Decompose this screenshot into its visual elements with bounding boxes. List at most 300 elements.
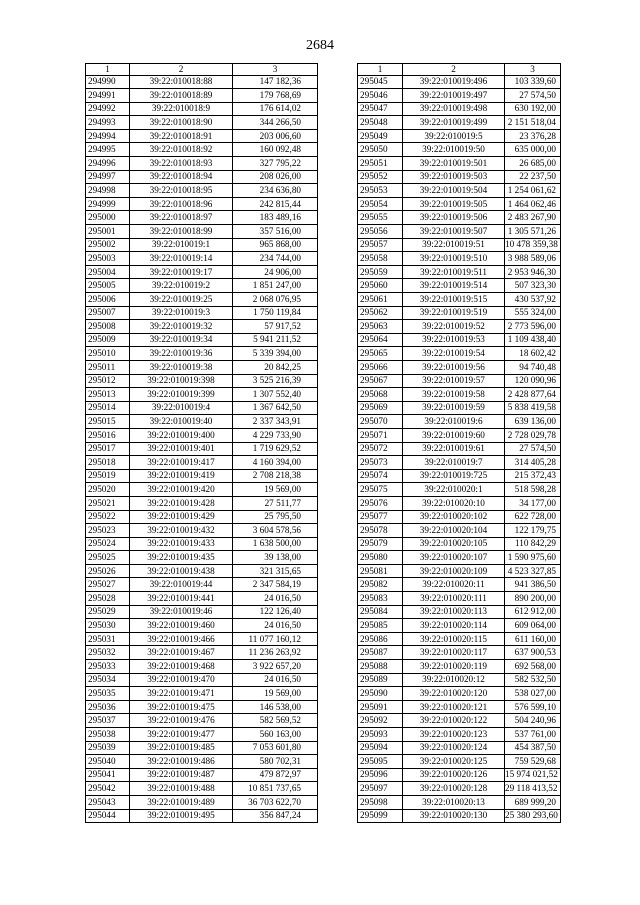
cadastral-number-cell: 39:22:010019:467 — [130, 646, 233, 660]
table-row — [358, 279, 561, 293]
table-row — [86, 374, 318, 388]
cadastral-number-cell: 39:22:010018:88 — [130, 75, 233, 89]
cadastral-number-cell: 39:22:010019:54 — [403, 347, 505, 361]
value-cell: 19 569,00 — [233, 483, 318, 497]
table-row — [86, 388, 318, 402]
table-row — [86, 456, 318, 470]
cadastral-number-cell: 39:22:010019:519 — [403, 306, 505, 320]
row-number-cell: 295096 — [358, 768, 403, 782]
table-row — [86, 102, 318, 116]
row-number-cell: 295097 — [358, 782, 403, 796]
value-cell: 430 537,92 — [505, 293, 561, 307]
value-cell: 25 795,50 — [233, 510, 318, 524]
table-row — [86, 265, 318, 279]
cadastral-number-cell: 39:22:010020:120 — [403, 687, 505, 701]
cadastral-number-cell: 39:22:010019:429 — [130, 510, 233, 524]
row-number-cell: 295067 — [358, 374, 403, 388]
table-row — [86, 741, 318, 755]
row-number-cell: 295065 — [358, 347, 403, 361]
value-cell: 637 900,53 — [505, 646, 561, 660]
table-row — [358, 157, 561, 171]
cadastral-number-cell: 39:22:010019:515 — [403, 293, 505, 307]
column-header: 1 — [86, 64, 130, 76]
table-row — [358, 564, 561, 578]
value-cell: 1 109 438,40 — [505, 333, 561, 347]
row-number-cell: 295093 — [358, 728, 403, 742]
value-cell: 576 599,10 — [505, 700, 561, 714]
table-row — [358, 374, 561, 388]
table-row — [86, 442, 318, 456]
cadastral-number-cell: 39:22:010019:486 — [130, 755, 233, 769]
value-cell: 3 988 589,06 — [505, 252, 561, 266]
table-row — [358, 116, 561, 130]
cadastral-number-cell: 39:22:010019:417 — [130, 456, 233, 470]
cadastral-number-cell: 39:22:010020:104 — [403, 524, 505, 538]
table-row — [86, 170, 318, 184]
table-row — [358, 388, 561, 402]
value-cell: 36 703 622,70 — [233, 795, 318, 809]
table-row — [358, 211, 561, 225]
table-row — [86, 401, 318, 415]
table-row — [358, 741, 561, 755]
cadastral-number-cell: 39:22:010019:419 — [130, 469, 233, 483]
cadastral-number-cell: 39:22:010020:128 — [403, 782, 505, 796]
row-number-cell: 295077 — [358, 510, 403, 524]
cadastral-number-cell: 39:22:010018:94 — [130, 170, 233, 184]
table-row — [358, 673, 561, 687]
table-row — [86, 592, 318, 606]
row-number-cell: 295042 — [86, 782, 130, 796]
value-cell: 57 917,52 — [233, 320, 318, 334]
cadastral-number-cell: 39:22:010020:126 — [403, 768, 505, 782]
row-number-cell: 294993 — [86, 116, 130, 130]
cadastral-number-cell: 39:22:010019:498 — [403, 102, 505, 116]
value-cell: 3 525 216,39 — [233, 374, 318, 388]
row-number-cell: 295059 — [358, 265, 403, 279]
table-row — [86, 768, 318, 782]
table-row — [358, 442, 561, 456]
cadastral-number-cell: 39:22:010019:25 — [130, 293, 233, 307]
value-cell: 103 339,60 — [505, 75, 561, 89]
cadastral-number-cell: 39:22:010019:58 — [403, 388, 505, 402]
value-cell: 2 773 596,00 — [505, 320, 561, 334]
cadastral-number-cell: 39:22:010019:51 — [403, 238, 505, 252]
table-row — [358, 809, 561, 823]
row-number-cell: 295052 — [358, 170, 403, 184]
table-row — [358, 170, 561, 184]
value-cell: 23 376,28 — [505, 129, 561, 143]
table-row — [86, 306, 318, 320]
table-row — [86, 415, 318, 429]
cadastral-number-cell: 39:22:010020:115 — [403, 632, 505, 646]
row-number-cell: 295030 — [86, 619, 130, 633]
value-cell: 689 999,20 — [505, 795, 561, 809]
table-row — [358, 524, 561, 538]
value-cell: 2 428 877,64 — [505, 388, 561, 402]
table-row — [86, 537, 318, 551]
row-number-cell: 295085 — [358, 619, 403, 633]
cadastral-number-cell: 39:22:010019:470 — [130, 673, 233, 687]
row-number-cell: 295046 — [358, 89, 403, 103]
value-cell: 122 126,40 — [233, 605, 318, 619]
row-number-cell: 295070 — [358, 415, 403, 429]
cadastral-number-cell: 39:22:010019:32 — [130, 320, 233, 334]
row-number-cell: 295091 — [358, 700, 403, 714]
cadastral-number-cell: 39:22:010019:466 — [130, 632, 233, 646]
table-row — [358, 265, 561, 279]
cadastral-number-cell: 39:22:010020:11 — [403, 578, 505, 592]
table-row — [86, 197, 318, 211]
table-row — [86, 483, 318, 497]
row-number-cell: 295003 — [86, 252, 130, 266]
table-row — [358, 333, 561, 347]
cadastral-number-cell: 39:22:010019:501 — [403, 157, 505, 171]
value-cell: 110 842,29 — [505, 537, 561, 551]
value-cell: 630 192,00 — [505, 102, 561, 116]
value-cell: 27 574,50 — [505, 89, 561, 103]
row-number-cell: 294995 — [86, 143, 130, 157]
row-number-cell: 295019 — [86, 469, 130, 483]
table-row — [358, 755, 561, 769]
table-row — [358, 428, 561, 442]
cadastral-number-cell: 39:22:010019:6 — [403, 415, 505, 429]
value-cell: 25 380 293,60 — [505, 809, 561, 823]
cadastral-number-cell: 39:22:010019:432 — [130, 524, 233, 538]
value-cell: 4 160 394,00 — [233, 456, 318, 470]
row-number-cell: 295011 — [86, 360, 130, 374]
table-row — [86, 75, 318, 89]
cadastral-number-cell: 39:22:010019:496 — [403, 75, 505, 89]
header-row — [358, 64, 561, 76]
table-row — [86, 660, 318, 674]
cadastral-number-cell: 39:22:010020:122 — [403, 714, 505, 728]
row-number-cell: 295087 — [358, 646, 403, 660]
value-cell: 3 604 578,56 — [233, 524, 318, 538]
table-row — [358, 89, 561, 103]
value-cell: 34 177,00 — [505, 496, 561, 510]
cadastral-number-cell: 39:22:010018:99 — [130, 225, 233, 239]
table-row — [86, 89, 318, 103]
table-row — [358, 102, 561, 116]
value-cell: 2 708 218,38 — [233, 469, 318, 483]
row-number-cell: 295009 — [86, 333, 130, 347]
row-number-cell: 295018 — [86, 456, 130, 470]
table-row — [358, 483, 561, 497]
cadastral-number-cell: 39:22:010019:38 — [130, 360, 233, 374]
row-number-cell: 295034 — [86, 673, 130, 687]
row-number-cell: 295027 — [86, 578, 130, 592]
table-row — [358, 782, 561, 796]
table-row — [358, 347, 561, 361]
value-cell: 176 614,02 — [233, 102, 318, 116]
value-cell: 18 602,42 — [505, 347, 561, 361]
column-header: 2 — [403, 64, 505, 76]
cadastral-number-cell: 39:22:010019:487 — [130, 768, 233, 782]
cadastral-number-cell: 39:22:010020:13 — [403, 795, 505, 809]
cadastral-number-cell: 39:22:010019:477 — [130, 728, 233, 742]
cadastral-number-cell: 39:22:010019:5 — [403, 129, 505, 143]
value-cell: 622 728,00 — [505, 510, 561, 524]
row-number-cell: 295016 — [86, 428, 130, 442]
table-row — [86, 578, 318, 592]
column-header: 2 — [130, 64, 233, 76]
row-number-cell: 295008 — [86, 320, 130, 334]
row-number-cell: 295071 — [358, 428, 403, 442]
cadastral-number-cell: 39:22:010018:90 — [130, 116, 233, 130]
table-row — [86, 129, 318, 143]
table-row — [86, 347, 318, 361]
value-cell: 2 337 343,91 — [233, 415, 318, 429]
table-row — [358, 306, 561, 320]
value-cell: 609 064,00 — [505, 619, 561, 633]
row-number-cell: 295081 — [358, 564, 403, 578]
table-row — [358, 714, 561, 728]
value-cell: 242 815,44 — [233, 197, 318, 211]
cadastral-number-cell: 39:22:010019:53 — [403, 333, 505, 347]
table-row — [358, 632, 561, 646]
cadastral-number-cell: 39:22:010020:12 — [403, 673, 505, 687]
cadastral-number-cell: 39:22:010019:3 — [130, 306, 233, 320]
table-row — [86, 782, 318, 796]
row-number-cell: 295040 — [86, 755, 130, 769]
cadastral-number-cell: 39:22:010019:511 — [403, 265, 505, 279]
row-number-cell: 295083 — [358, 592, 403, 606]
cadastral-number-cell: 39:22:010019:505 — [403, 197, 505, 211]
value-cell: 1 367 642,50 — [233, 401, 318, 415]
row-number-cell: 295048 — [358, 116, 403, 130]
table-row — [86, 157, 318, 171]
cadastral-number-cell: 39:22:010019:34 — [130, 333, 233, 347]
cadastral-number-cell: 39:22:010019:1 — [130, 238, 233, 252]
row-number-cell: 295094 — [358, 741, 403, 755]
cadastral-number-cell: 39:22:010019:17 — [130, 265, 233, 279]
table-row — [358, 605, 561, 619]
row-number-cell: 295041 — [86, 768, 130, 782]
cadastral-number-cell: 39:22:010019:40 — [130, 415, 233, 429]
table-row — [358, 320, 561, 334]
table-row — [358, 469, 561, 483]
cadastral-number-cell: 39:22:010018:92 — [130, 143, 233, 157]
cadastral-number-cell: 39:22:010020:121 — [403, 700, 505, 714]
cadastral-number-cell: 39:22:010019:503 — [403, 170, 505, 184]
cadastral-number-cell: 39:22:010020:117 — [403, 646, 505, 660]
cadastral-number-cell: 39:22:010019:4 — [130, 401, 233, 415]
value-cell: 27 574,50 — [505, 442, 561, 456]
cadastral-number-cell: 39:22:010019:495 — [130, 809, 233, 823]
value-cell: 94 740,48 — [505, 360, 561, 374]
row-number-cell: 295055 — [358, 211, 403, 225]
cadastral-number-cell: 39:22:010018:95 — [130, 184, 233, 198]
row-number-cell: 295002 — [86, 238, 130, 252]
cadastral-number-cell: 39:22:010019:488 — [130, 782, 233, 796]
value-cell: 1 254 061,62 — [505, 184, 561, 198]
row-number-cell: 295028 — [86, 592, 130, 606]
table-row — [86, 714, 318, 728]
table-row — [86, 428, 318, 442]
value-cell: 941 386,50 — [505, 578, 561, 592]
table-row — [86, 279, 318, 293]
table-row — [86, 333, 318, 347]
cadastral-number-cell: 39:22:010019:507 — [403, 225, 505, 239]
cadastral-number-cell: 39:22:010019:56 — [403, 360, 505, 374]
table-row — [358, 551, 561, 565]
row-number-cell: 295014 — [86, 401, 130, 415]
value-cell: 2 347 584,19 — [233, 578, 318, 592]
value-cell: 357 516,00 — [233, 225, 318, 239]
table-row — [358, 510, 561, 524]
value-cell: 314 405,28 — [505, 456, 561, 470]
value-cell: 10 478 359,38 — [505, 238, 561, 252]
row-number-cell: 295076 — [358, 496, 403, 510]
table-row — [358, 768, 561, 782]
cadastral-number-cell: 39:22:010019:725 — [403, 469, 505, 483]
row-number-cell: 295084 — [358, 605, 403, 619]
value-cell: 611 160,00 — [505, 632, 561, 646]
table-row — [86, 510, 318, 524]
value-cell: 183 489,16 — [233, 211, 318, 225]
cadastral-number-cell: 39:22:010019:476 — [130, 714, 233, 728]
table-row — [86, 360, 318, 374]
cadastral-number-cell: 39:22:010019:441 — [130, 592, 233, 606]
right-table — [357, 63, 561, 823]
cadastral-number-cell: 39:22:010020:105 — [403, 537, 505, 551]
table-row — [86, 700, 318, 714]
table-row — [86, 687, 318, 701]
cadastral-number-cell: 39:22:010019:514 — [403, 279, 505, 293]
table-row — [358, 795, 561, 809]
value-cell: 5 838 419,58 — [505, 401, 561, 415]
row-number-cell: 295089 — [358, 673, 403, 687]
row-number-cell: 295025 — [86, 551, 130, 565]
value-cell: 2 151 518,04 — [505, 116, 561, 130]
table-row — [358, 728, 561, 742]
value-cell: 635 000,00 — [505, 143, 561, 157]
value-cell: 560 163,00 — [233, 728, 318, 742]
value-cell: 4 229 733,90 — [233, 428, 318, 442]
cadastral-number-cell: 39:22:010018:9 — [130, 102, 233, 116]
row-number-cell: 295078 — [358, 524, 403, 538]
row-number-cell: 295092 — [358, 714, 403, 728]
value-cell: 3 922 657,20 — [233, 660, 318, 674]
row-number-cell: 295007 — [86, 306, 130, 320]
value-cell: 11 077 160,12 — [233, 632, 318, 646]
value-cell: 692 568,00 — [505, 660, 561, 674]
cadastral-number-cell: 39:22:010020:124 — [403, 741, 505, 755]
row-number-cell: 294990 — [86, 75, 130, 89]
cadastral-number-cell: 39:22:010020:102 — [403, 510, 505, 524]
table-row — [86, 184, 318, 198]
row-number-cell: 295017 — [86, 442, 130, 456]
value-cell: 580 702,31 — [233, 755, 318, 769]
table-row — [358, 293, 561, 307]
row-number-cell: 295090 — [358, 687, 403, 701]
table-row — [86, 795, 318, 809]
value-cell: 1 638 500,00 — [233, 537, 318, 551]
cadastral-number-cell: 39:22:010019:428 — [130, 496, 233, 510]
cadastral-number-cell: 39:22:010020:125 — [403, 755, 505, 769]
cadastral-number-cell: 39:22:010019:506 — [403, 211, 505, 225]
cadastral-number-cell: 39:22:010020:113 — [403, 605, 505, 619]
cadastral-number-cell: 39:22:010019:504 — [403, 184, 505, 198]
row-number-cell: 295004 — [86, 265, 130, 279]
value-cell: 7 053 601,80 — [233, 741, 318, 755]
value-cell: 538 027,00 — [505, 687, 561, 701]
row-number-cell: 295039 — [86, 741, 130, 755]
column-header: 1 — [358, 64, 403, 76]
row-number-cell: 295058 — [358, 252, 403, 266]
table-row — [86, 551, 318, 565]
cadastral-number-cell: 39:22:010019:14 — [130, 252, 233, 266]
table-row — [358, 619, 561, 633]
value-cell: 1 464 062,46 — [505, 197, 561, 211]
row-number-cell: 295015 — [86, 415, 130, 429]
table-row — [86, 293, 318, 307]
value-cell: 26 685,00 — [505, 157, 561, 171]
value-cell: 344 266,50 — [233, 116, 318, 130]
cadastral-number-cell: 39:22:010019:36 — [130, 347, 233, 361]
column-header: 3 — [505, 64, 561, 76]
row-number-cell: 295098 — [358, 795, 403, 809]
row-number-cell: 294997 — [86, 170, 130, 184]
row-number-cell: 295021 — [86, 496, 130, 510]
value-cell: 39 138,00 — [233, 551, 318, 565]
cadastral-number-cell: 39:22:010019:471 — [130, 687, 233, 701]
row-number-cell: 295022 — [86, 510, 130, 524]
row-number-cell: 294999 — [86, 197, 130, 211]
table-row — [358, 415, 561, 429]
table-row — [86, 646, 318, 660]
table-row — [358, 592, 561, 606]
value-cell: 1 307 552,40 — [233, 388, 318, 402]
value-cell: 24 016,50 — [233, 673, 318, 687]
value-cell: 612 912,00 — [505, 605, 561, 619]
value-cell: 759 529,68 — [505, 755, 561, 769]
cadastral-number-cell: 39:22:010020:109 — [403, 564, 505, 578]
left-table — [85, 63, 318, 823]
value-cell: 555 324,00 — [505, 306, 561, 320]
table-row — [358, 687, 561, 701]
cadastral-number-cell: 39:22:010019:460 — [130, 619, 233, 633]
row-number-cell: 295080 — [358, 551, 403, 565]
row-number-cell: 295079 — [358, 537, 403, 551]
row-number-cell: 295068 — [358, 388, 403, 402]
value-cell: 29 118 413,52 — [505, 782, 561, 796]
value-cell: 234 744,00 — [233, 252, 318, 266]
table-row — [86, 225, 318, 239]
row-number-cell: 295095 — [358, 755, 403, 769]
table-row — [358, 238, 561, 252]
value-cell: 203 006,60 — [233, 129, 318, 143]
table-row — [358, 184, 561, 198]
value-cell: 507 323,30 — [505, 279, 561, 293]
row-number-cell: 295066 — [358, 360, 403, 374]
table-row — [86, 469, 318, 483]
row-number-cell: 295074 — [358, 469, 403, 483]
value-cell: 120 090,96 — [505, 374, 561, 388]
row-number-cell: 295063 — [358, 320, 403, 334]
value-cell: 537 761,00 — [505, 728, 561, 742]
value-cell: 454 387,50 — [505, 741, 561, 755]
value-cell: 19 569,00 — [233, 687, 318, 701]
table-row — [86, 755, 318, 769]
value-cell: 1 719 629,52 — [233, 442, 318, 456]
value-cell: 20 842,25 — [233, 360, 318, 374]
row-number-cell: 294998 — [86, 184, 130, 198]
table-row — [358, 456, 561, 470]
value-cell: 10 851 737,65 — [233, 782, 318, 796]
value-cell: 582 532,50 — [505, 673, 561, 687]
table-row — [86, 143, 318, 157]
